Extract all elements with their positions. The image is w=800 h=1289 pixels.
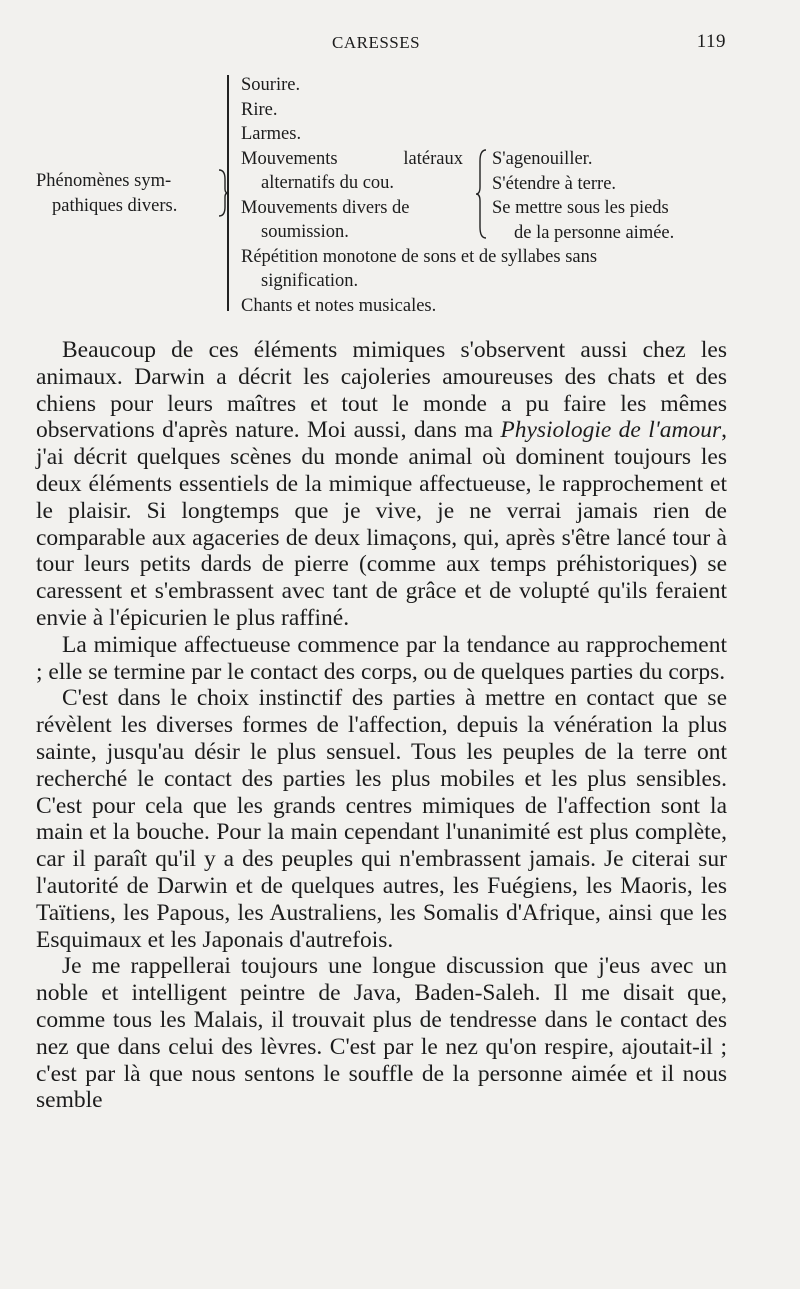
- item-repetition-cont: signification.: [261, 271, 359, 291]
- body-text: [36, 337, 727, 1114]
- group-label: [36, 169, 226, 218]
- group-label-line-2: pathiques divers.: [52, 195, 178, 216]
- sub-item-mettre-cont: de la personne aimée.: [514, 222, 675, 243]
- item-mouvements-lateraux-a: Mouvements: [241, 148, 338, 169]
- group-label-line-1: Phénomènes sym-: [36, 171, 172, 191]
- chapter-title: CARESSES: [332, 33, 421, 52]
- sub-item-agenouiller: S'agenouiller.: [492, 149, 593, 169]
- paragraph-1: [36, 337, 727, 632]
- page-number: 119: [696, 31, 726, 52]
- middle-brace-icon: [475, 149, 487, 239]
- phenomena-table: [34, 73, 734, 318]
- sub-item-mettre: Se mettre sous les pieds: [492, 198, 669, 218]
- vertical-rule: [227, 75, 229, 311]
- item-mouvements-lateraux: [241, 147, 463, 172]
- item-rire: Rire.: [241, 99, 278, 120]
- item-larmes: Larmes.: [241, 124, 302, 144]
- item-mouvements-lateraux-cont: alternatifs du cou.: [261, 173, 395, 193]
- paragraph-4: Je me rappellerai toujours une longue discussion que j'eus avec un noble et intelligent peintre de Java, Baden-Saleh. Il me disait que, comme tous les Malais, il trouvait plus de tendresse dans le contact des nez que dans celui des lèvres. C'est par le nez qu'on respire, ajoutait-il ; c'est par là que nous sentons le souffle de la personne aimée et il nous semble: [36, 953, 727, 1114]
- item-mouvements-divers-cont: soumission.: [261, 222, 349, 242]
- running-header: [36, 33, 726, 59]
- paragraph-2: La mimique affectueuse commence par la tendance au rapprochement ; elle se termine par le contact des corps, ou de quelques parties du corps.: [36, 631, 727, 685]
- paragraph-1-b: , j'ai décrit quelques scènes du monde animal où dominent toujours les deux éléments essentiels de la mimique affectueuse, le rapprochement et le plaisir. Si longtemps que je vive, je ne verrai jamais rien de comparable aux agaceries de deux limaçons, qui, après s'être lancé tour à tour leurs petits dards de pierre (comme aux temps préhistoriques) se caressent et s'embrassent avec tant de grâce et de volupté qu'ils feraient envie à l'épicurien le plus raffiné.: [36, 417, 727, 631]
- submission-list: [492, 147, 742, 245]
- book-title-italic: Physiologie de l'amour: [500, 417, 722, 444]
- paragraph-1-a: Beaucoup de ces éléments mimiques s'observent aussi chez les animaux. Darwin a décrit les cajoleries amoureuses des chats et des chiens pour leurs maîtres et tout le monde a pu faire les mêmes observations d'après nature. Moi aussi, dans ma: [36, 337, 727, 444]
- item-mouvements-lateraux-b: latéraux: [403, 148, 463, 169]
- sub-item-etendre: S'étendre à terre.: [492, 173, 617, 194]
- item-sourire: Sourire.: [241, 75, 301, 95]
- paragraph-3: C'est dans le choix instinctif des parties à mettre en contact que se révèlent les diverses formes de l'affection, depuis la vénération la plus sainte, jusqu'au désir le plus sensuel. Tous les peuples de la terre ont recherché le contact des parties les plus mobiles et les plus sensibles. C'est pour cela que les grands centres mimiques de l'affection sont la main et la bouche. Pour la main cependant l'unanimité est plus complète, car il paraît qu'il y a des peuples qui n'embrassent jamais. Je citerai sur l'autorité de Darwin et de quelques autres, les Fuégiens, les Maoris, les Taïtiens, les Papous, les Australiens, les Somalis d'Afrique, ainsi que les Esquimaux et les Japonais d'autrefois.: [36, 685, 727, 953]
- item-mouvements-divers: Mouvements divers de: [241, 197, 410, 218]
- item-chants: Chants et notes musicales.: [241, 295, 437, 316]
- item-repetition: Répétition monotone de sons et de syllabes sans: [241, 246, 598, 267]
